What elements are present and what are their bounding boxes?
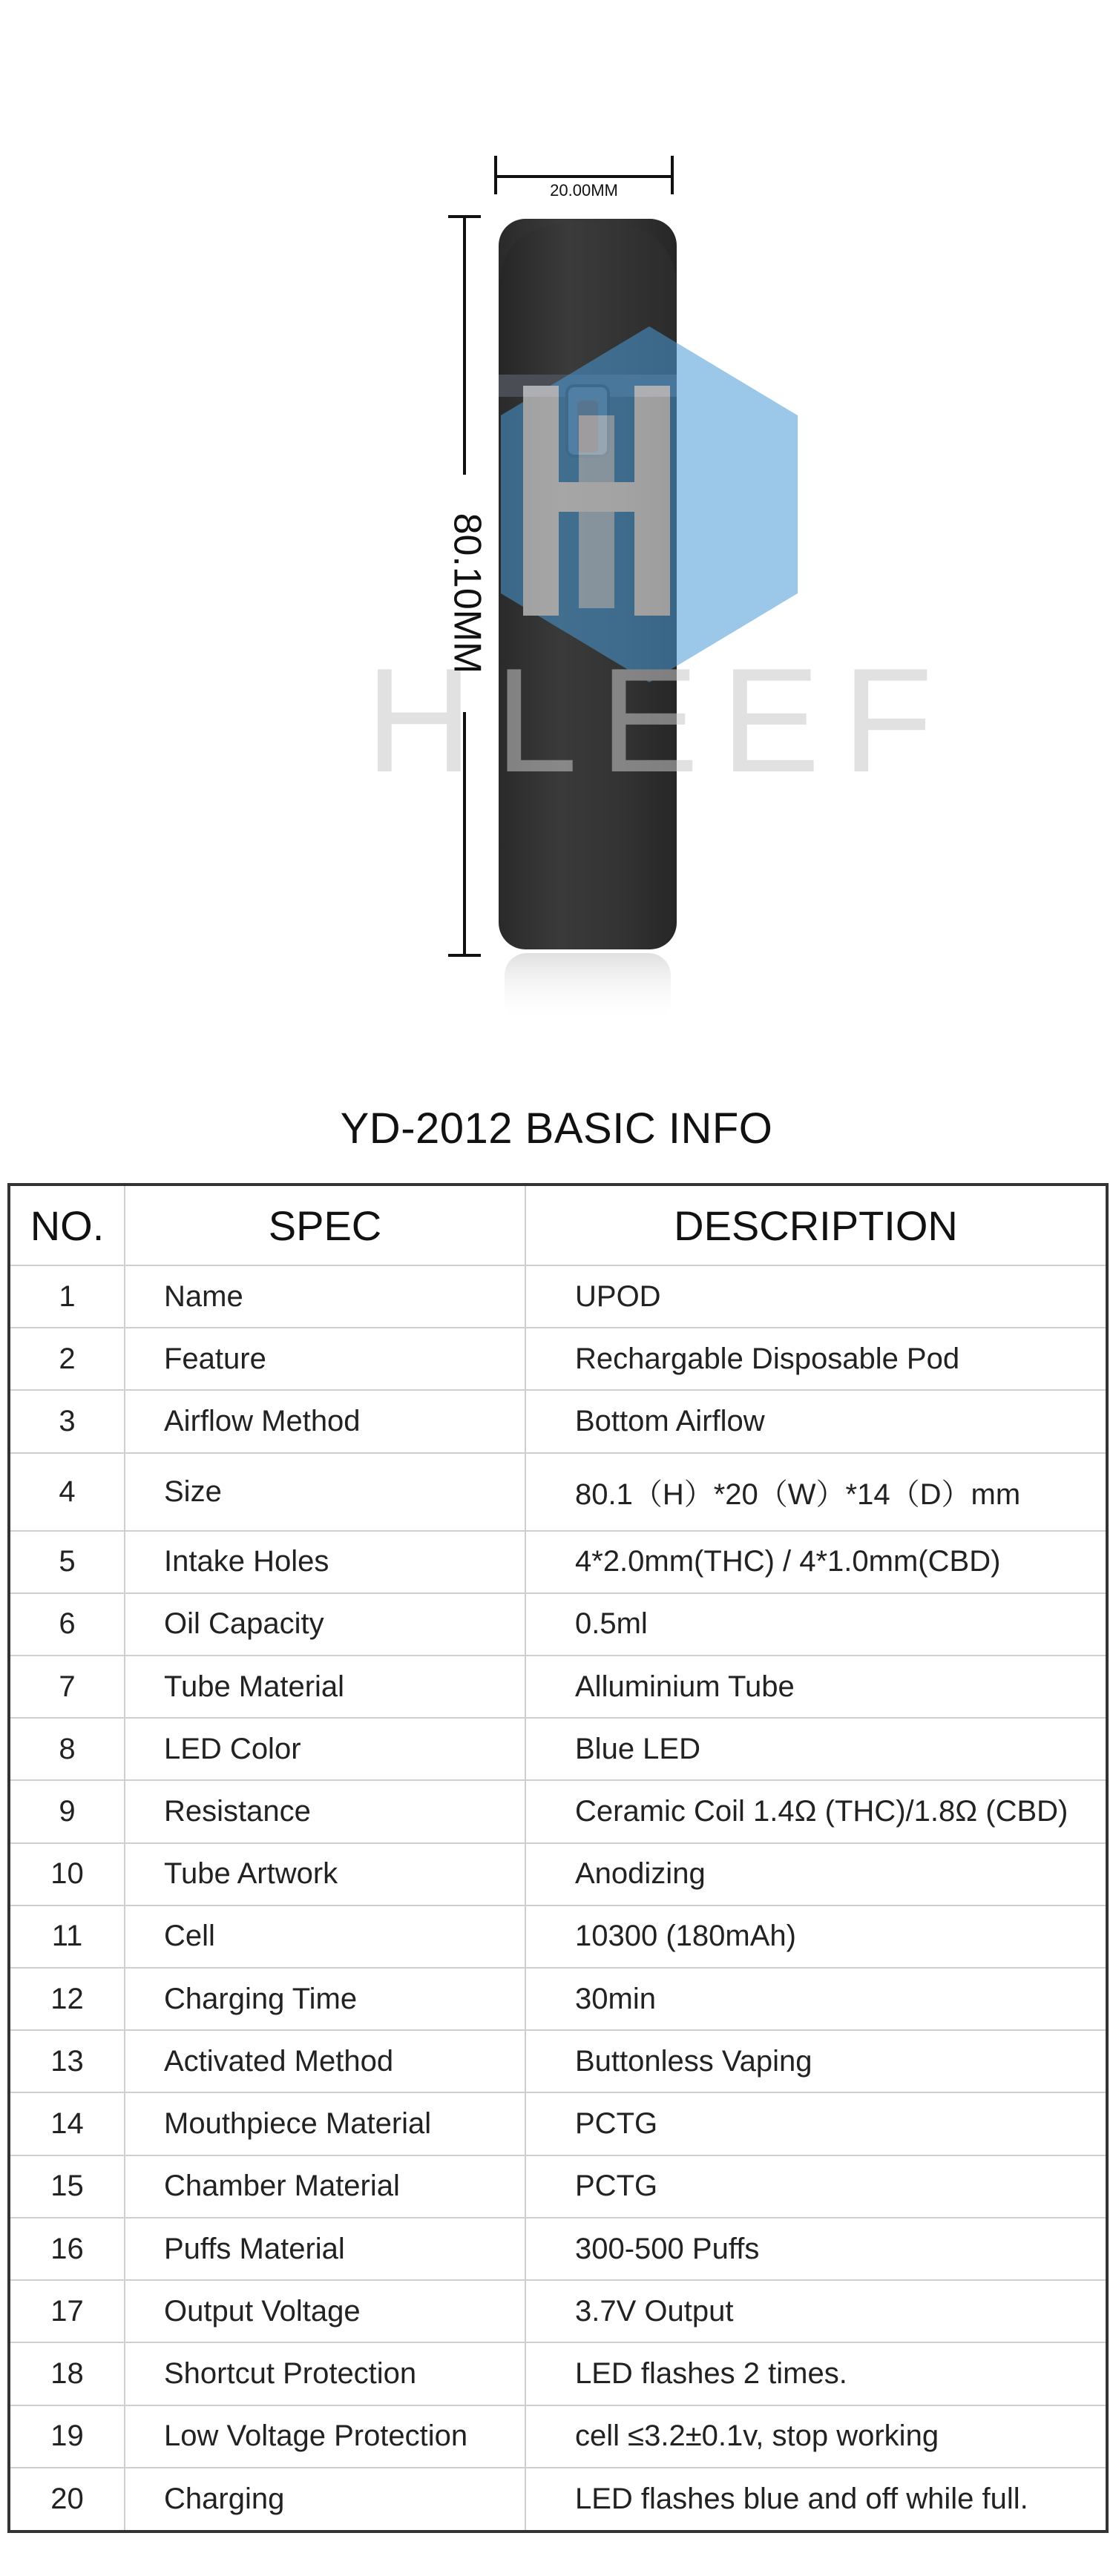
table-row bbox=[9, 1453, 1107, 1531]
row-spec: Charging Time bbox=[125, 1968, 525, 2030]
table-title: YD-2012 BASIC INFO bbox=[340, 1104, 773, 1153]
row-number: 8 bbox=[9, 1718, 125, 1780]
row-description: PCTG bbox=[525, 2155, 1107, 2218]
row-number: 16 bbox=[9, 2218, 125, 2280]
table-row bbox=[9, 2092, 1107, 2155]
row-description: LED flashes blue and off while full. bbox=[575, 2482, 1028, 2515]
table-row bbox=[9, 2280, 1107, 2342]
row-description: 10300 (180mAh) bbox=[525, 1905, 1107, 1968]
table-row bbox=[9, 1843, 1107, 1905]
row-spec: Tube Material bbox=[125, 1656, 525, 1718]
row-number: 5 bbox=[9, 1531, 125, 1593]
row-number: 11 bbox=[9, 1905, 125, 1968]
row-description: Rechargable Disposable Pod bbox=[525, 1328, 1107, 1390]
row-description: cell ≤3.2±0.1v, stop working bbox=[525, 2405, 1107, 2468]
row-spec: Output Voltage bbox=[125, 2280, 525, 2342]
row-description: 30min bbox=[525, 1968, 1107, 2030]
product-figure bbox=[0, 0, 1113, 1068]
row-number: 4 bbox=[9, 1453, 125, 1531]
watermark-text: HLEEF bbox=[365, 638, 956, 803]
row-description: 0.5ml bbox=[525, 1593, 1107, 1656]
table-row bbox=[9, 1390, 1107, 1452]
header-description: DESCRIPTION bbox=[525, 1185, 1107, 1265]
row-number: 10 bbox=[9, 1843, 125, 1905]
row-description: PCTG bbox=[525, 2092, 1107, 2155]
row-number: 19 bbox=[9, 2405, 125, 2468]
row-spec: Charging bbox=[125, 2468, 525, 2531]
row-spec: Oil Capacity bbox=[125, 1593, 525, 1656]
table-row bbox=[9, 1905, 1107, 1968]
table-row bbox=[9, 1328, 1107, 1390]
row-description: Ceramic Coil 1.4Ω (THC)/1.8Ω (CBD) bbox=[525, 1780, 1107, 1842]
row-spec: Size bbox=[125, 1453, 525, 1531]
row-number: 6 bbox=[9, 1593, 125, 1656]
row-description: Anodizing bbox=[525, 1843, 1107, 1905]
row-spec: Chamber Material bbox=[125, 2155, 525, 2218]
row-spec: Intake Holes bbox=[125, 1531, 525, 1593]
table-row bbox=[9, 1718, 1107, 1780]
row-number: 14 bbox=[9, 2092, 125, 2155]
table-row bbox=[9, 1656, 1107, 1718]
table-row bbox=[9, 1531, 1107, 1593]
row-number: 13 bbox=[9, 2030, 125, 2092]
row-number: 1 bbox=[9, 1265, 125, 1328]
row-number: 2 bbox=[9, 1328, 125, 1390]
row-number: 17 bbox=[9, 2280, 125, 2342]
row-spec: Resistance bbox=[125, 1780, 525, 1842]
row-number: 7 bbox=[9, 1656, 125, 1718]
row-spec: Puffs Material bbox=[125, 2218, 525, 2280]
row-spec: Mouthpiece Material bbox=[125, 2092, 525, 2155]
row-number: 12 bbox=[9, 1968, 125, 2030]
spec-table bbox=[7, 1183, 1109, 2533]
table-row bbox=[9, 1968, 1107, 2030]
row-number: 20 bbox=[9, 2468, 125, 2531]
row-spec: Activated Method bbox=[125, 2030, 525, 2092]
header-no: NO. bbox=[9, 1185, 125, 1265]
row-description: Alluminium Tube bbox=[525, 1656, 1107, 1718]
row-description: UPOD bbox=[525, 1265, 1107, 1328]
row-number: 18 bbox=[9, 2342, 125, 2405]
row-description: Blue LED bbox=[525, 1718, 1107, 1780]
table-row bbox=[9, 2468, 1107, 2531]
table-row bbox=[9, 1780, 1107, 1842]
row-spec: LED Color bbox=[125, 1718, 525, 1780]
table-row bbox=[9, 2218, 1107, 2280]
row-spec: Feature bbox=[125, 1328, 525, 1390]
width-label: 20.00MM bbox=[550, 181, 618, 200]
table-row bbox=[9, 1265, 1107, 1328]
table-row bbox=[9, 2405, 1107, 2468]
row-spec: Cell bbox=[125, 1905, 525, 1968]
row-number: 15 bbox=[9, 2155, 125, 2218]
row-spec: Low Voltage Protection bbox=[125, 2405, 525, 2468]
row-description: Buttonless Vaping bbox=[525, 2030, 1107, 2092]
table-row bbox=[9, 2342, 1107, 2405]
table-row bbox=[9, 2030, 1107, 2092]
row-description: 80.1（H）*20（W）*14（D）mm bbox=[525, 1453, 1107, 1531]
row-number: 9 bbox=[9, 1780, 125, 1842]
row-description: LED flashes 2 times. bbox=[525, 2342, 1107, 2405]
row-spec: Shortcut Protection bbox=[125, 2342, 525, 2405]
row-spec: Tube Artwork bbox=[125, 1843, 525, 1905]
table-header-row bbox=[9, 1185, 1107, 1265]
row-description: 300-500 Puffs bbox=[525, 2218, 1107, 2280]
table-row bbox=[9, 1593, 1107, 1656]
row-description: 4*2.0mm(THC) / 4*1.0mm(CBD) bbox=[525, 1531, 1107, 1593]
row-description: Bottom Airflow bbox=[525, 1390, 1107, 1452]
row-description: 3.7V Output bbox=[525, 2280, 1107, 2342]
row-spec: Name bbox=[125, 1265, 525, 1328]
device-reflection bbox=[505, 953, 671, 1024]
table-row bbox=[9, 2155, 1107, 2218]
header-spec: SPEC bbox=[125, 1185, 525, 1265]
height-label: 80.10MM bbox=[445, 513, 489, 674]
row-number: 3 bbox=[9, 1390, 125, 1452]
row-spec: Airflow Method bbox=[125, 1390, 525, 1452]
